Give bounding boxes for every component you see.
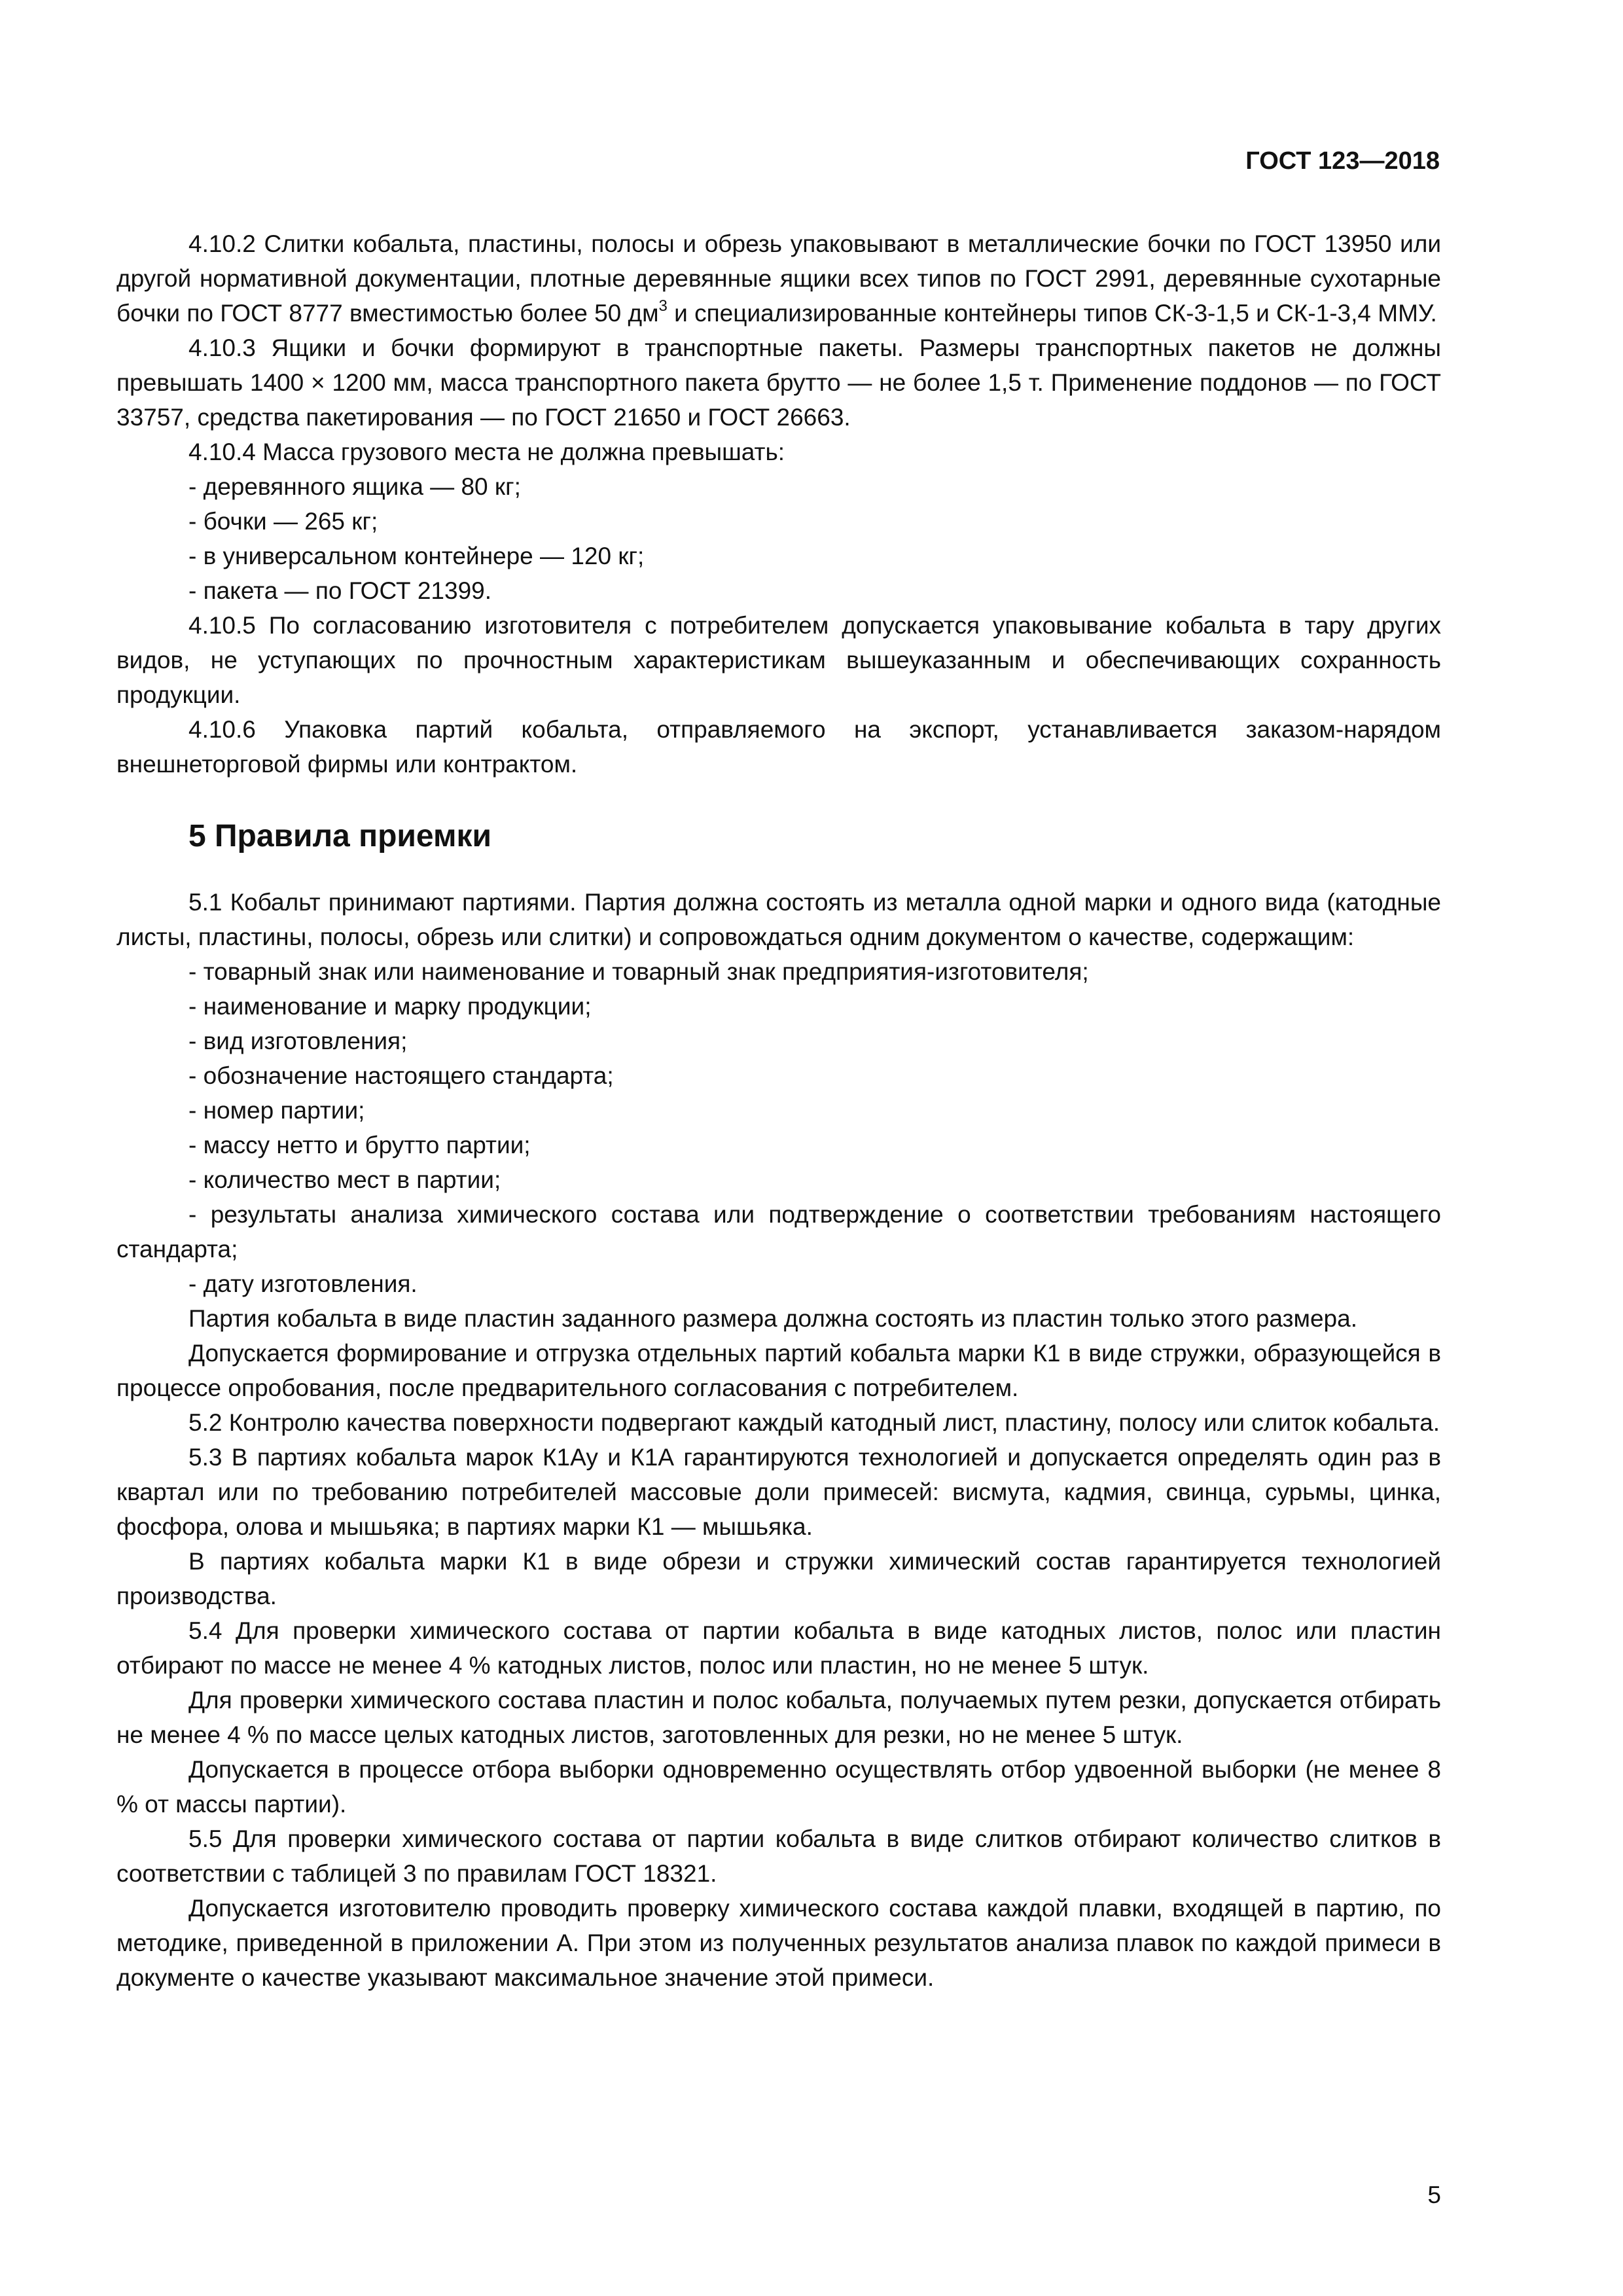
section-5-heading: 5 Правила приемки: [188, 819, 492, 853]
paragraph-5-4: 5.4 Для проверки химического состава от партии кобальта в виде катодных листов, полос или пластин отбирают по массе не менее 4 % катодных листов, полос или пластин, но не менее 5 штук.: [116, 1617, 1441, 1679]
list-item: - наименование и марку продукции;: [188, 993, 592, 1020]
list-item: - вид изготовления;: [188, 1028, 408, 1054]
document-body: [116, 226, 1441, 1995]
paragraph-4-10-3: 4.10.3 Ящики и бочки формируют в транспортные пакеты. Размеры транспортных пакетов не должны превышать 1400 × 1200 мм, масса транспортного пакета брутто — не более 1,5 т. Применение поддонов — по ГОСТ 33757, средства пакетирования — по ГОСТ 21650 и ГОСТ 26663.: [116, 334, 1441, 431]
list-item: - товарный знак или наименование и товарный знак предприятия-изготовителя;: [188, 958, 1089, 985]
paragraph-4-10-2-text-end: и специализированные контейнеры типов СК-3-1,5 и СК-1-3,4 ММУ.: [667, 300, 1437, 327]
page-number: 5: [1427, 2181, 1441, 2208]
paragraph-5-4-cut: Для проверки химического состава пластин и полос кобальта, получаемых путем резки, допускается отбирать не менее 4 % по массе целых катодных листов, заготовленных для резки, но не менее 5 штук.: [116, 1687, 1441, 1748]
list-item: - обозначение настоящего стандарта;: [188, 1062, 614, 1089]
paragraph-5-1-plates: Партия кобальта в виде пластин заданного размера должна состоять из пластин только этого размера.: [188, 1305, 1357, 1332]
list-item: - дату изготовления.: [188, 1270, 418, 1297]
paragraph-5-4-double: Допускается в процессе отбора выборки одновременно осуществлять отбор удвоенной выборки (не менее 8 % от массы партии).: [116, 1756, 1441, 1818]
list-item: - бочки — 265 кг;: [188, 508, 378, 535]
paragraph-4-10-2: [116, 226, 1441, 331]
list-item: - количество мест в партии;: [188, 1166, 501, 1193]
paragraph-4-10-2-text: 4.10.2 Слитки кобальта, пластины, полосы и обрезь упаковывают в металлические бочки по ГОСТ 13950 или другой нормативной документации, плотные деревянные ящики всех типов по ГОСТ 2991, деревянные сухотарные бочки по ГОСТ 8777 вместимостью более 50 дм: [116, 230, 1441, 327]
paragraph-5-3-k1: В партиях кобальта марки К1 в виде обрези и стружки химический состав гарантируется технологией производства.: [116, 1548, 1441, 1609]
list-item: - массу нетто и брутто партии;: [188, 1132, 531, 1158]
paragraph-5-5-melt: Допускается изготовителю проводить проверку химического состава каждой плавки, входящей в партию, по методике, приведенной в приложении А. При этом из полученных результатов анализа плавок по каждой примеси в документе о качестве указывают максимальное значение этой примеси.: [116, 1895, 1441, 1991]
paragraph-4-10-4: 4.10.4 Масса грузового места не должна превышать:: [188, 439, 785, 465]
paragraph-5-1: 5.1 Кобальт принимают партиями. Партия должна состоять из металла одной марки и одного вида (катодные листы, пластины, полосы, обрезь или слитки) и сопровождаться одним документом о качестве, содержащим:: [116, 889, 1441, 950]
document-code-header: ГОСТ 123—2018: [1245, 147, 1440, 175]
paragraph-5-1-shavings: Допускается формирование и отгрузка отдельных партий кобальта марки К1 в виде стружки, образующейся в процессе опробования, после предварительного согласования с потребителем.: [116, 1340, 1441, 1401]
list-item: - деревянного ящика — 80 кг;: [188, 473, 521, 500]
paragraph-5-5: 5.5 Для проверки химического состава от партии кобальта в виде слитков отбирают количество слитков в соответствии с таблицей 3 по правилам ГОСТ 18321.: [116, 1825, 1441, 1887]
list-item-wrapped: - результаты анализа химического состава или подтверждение о соответствии требованиям настоящего стандарта;: [116, 1201, 1441, 1263]
superscript-cubic: 3: [658, 297, 668, 315]
paragraph-4-10-6: 4.10.6 Упаковка партий кобальта, отправляемого на экспорт, устанавливается заказом-нарядом внешнеторговой фирмы или контрактом.: [116, 716, 1441, 778]
list-item: - номер партии;: [188, 1097, 365, 1124]
paragraph-5-3: 5.3 В партиях кобальта марок К1Ау и К1А гарантируются технологией и допускается определять один раз в квартал или по требованию потребителей массовые доли примесей: висмута, кадмия, свинца, сурьмы, цинка, фосфора, олова и мышьяка; в партиях марки К1 — мышьяка.: [116, 1444, 1441, 1540]
paragraph-5-2: 5.2 Контролю качества поверхности подвергают каждый катодный лист, пластину, полосу или слиток кобальта.: [188, 1409, 1440, 1436]
paragraph-4-10-5: 4.10.5 По согласованию изготовителя с потребителем допускается упаковывание кобальта в тару других видов, не уступающих по прочностным характеристикам вышеуказанным и обеспечивающих сохранность продукции.: [116, 612, 1441, 708]
list-item: - пакета — по ГОСТ 21399.: [188, 577, 492, 604]
list-item: - в универсальном контейнере — 120 кг;: [188, 543, 645, 569]
